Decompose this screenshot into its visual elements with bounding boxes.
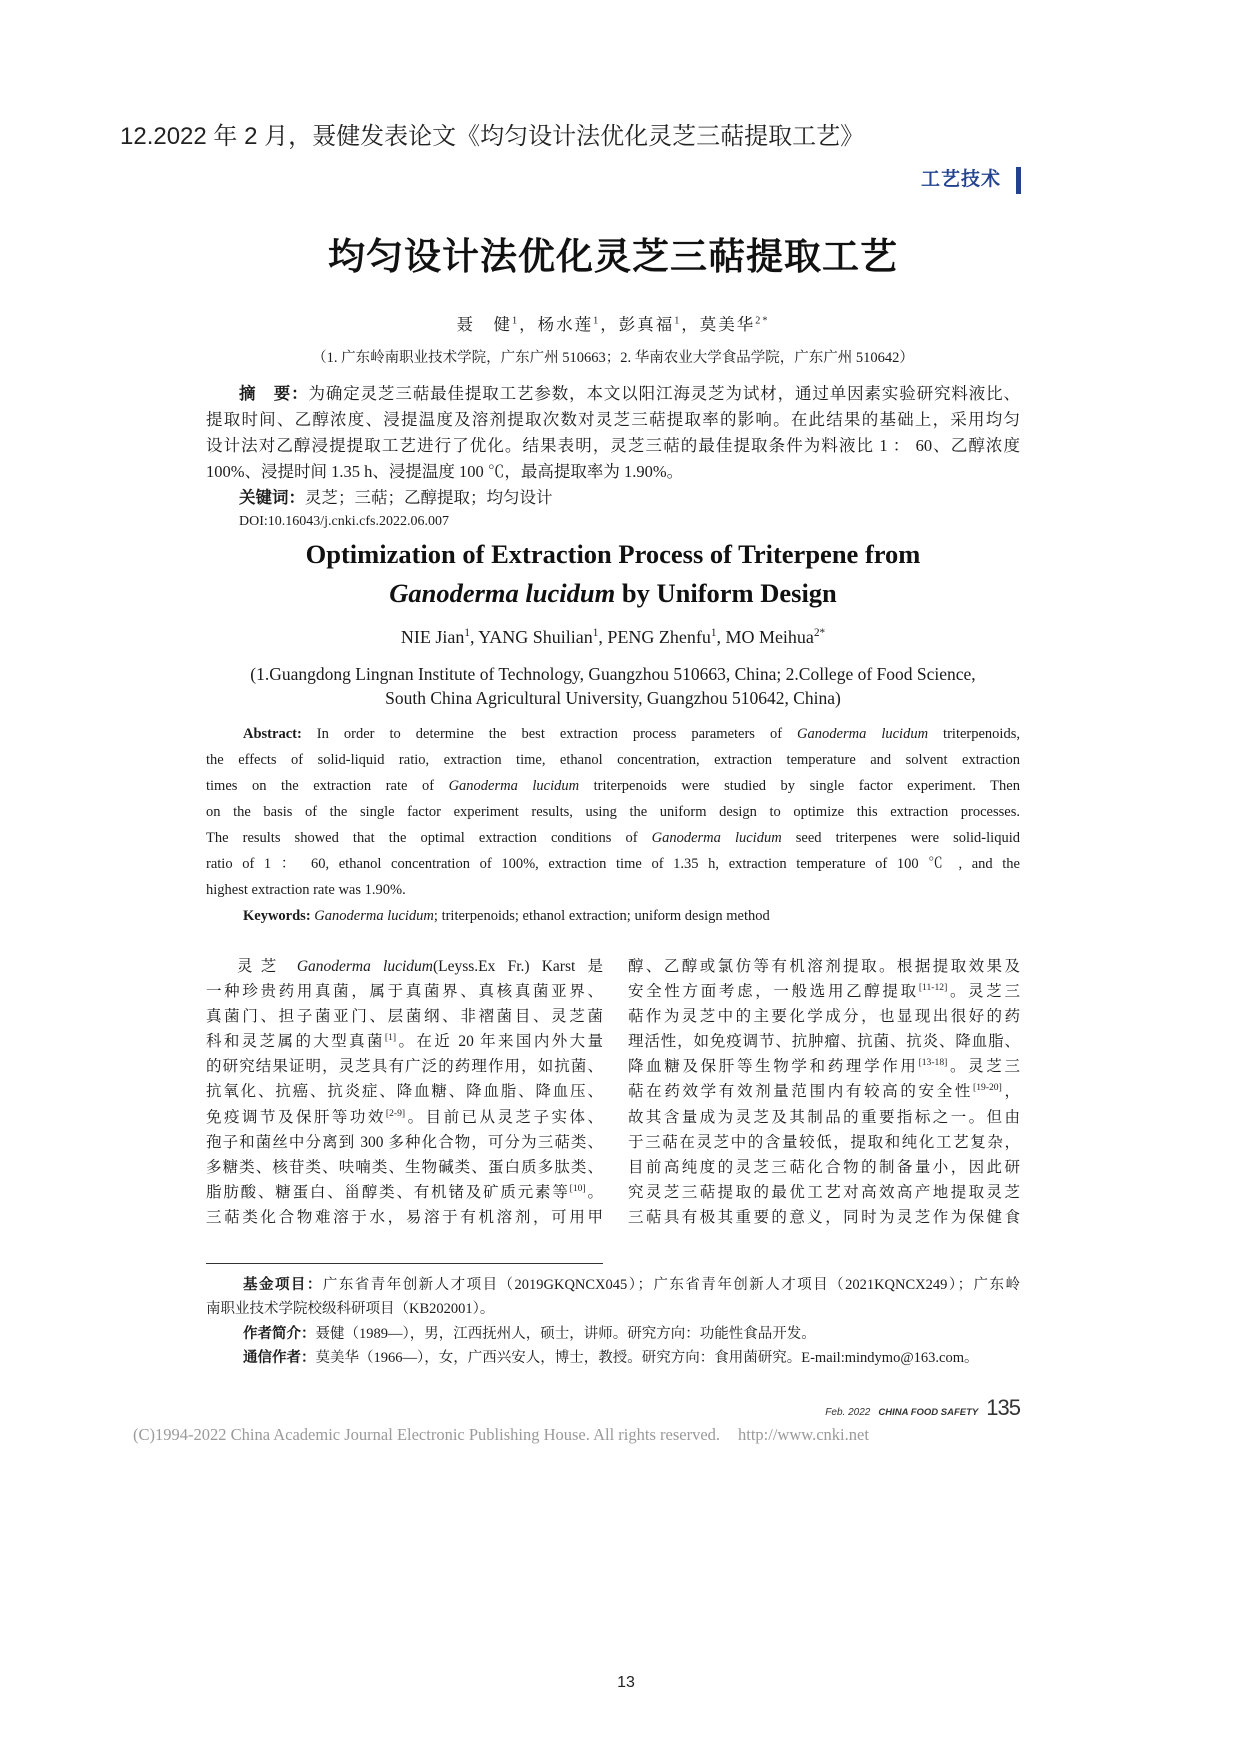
text-run: ，杨水莲 [519, 315, 594, 334]
text-run: 理活性，如免疫调节、抗肿瘤、抗菌、抗炎、降血脂、 [628, 1033, 1020, 1051]
citation: [10] [569, 1182, 586, 1194]
citation: [11-12] [918, 981, 948, 993]
field-label: 作者简介： [243, 1326, 316, 1342]
text-run: 莫美华（1966—），女，广西兴安人，博士，教授。研究方向：食用菌研究。E-mail:mindymo@163.com。 [315, 1350, 979, 1366]
text-run: ， [1001, 1083, 1020, 1101]
abstract-en [206, 721, 1020, 903]
abstract-line [206, 851, 1020, 877]
field-label: Keywords: [243, 908, 311, 924]
text-run: by Uniform Design [615, 578, 837, 608]
field-label: 关键词： [239, 488, 305, 507]
text-run: 。灵芝三 [947, 1058, 1020, 1076]
body-line [628, 1029, 1020, 1054]
text-run: 萜作为灵芝中的主要化学成分，也显现出很好的药 [628, 1008, 1020, 1026]
text-run: 设计法对乙醇浸提提取工艺进行了优化。结果表明，灵芝三萜的最佳提取条件为料液比 1 ： 60、乙醇浓度 [206, 436, 1020, 455]
text-run: NIE Jian [400, 627, 465, 647]
text-run: 灵芝；三萜；乙醇提取；均匀设计 [305, 488, 553, 507]
text-run: on the basis of the single factor experiment results, using the uniform design to optimize this extraction processes. [206, 804, 1020, 820]
title-line [206, 535, 1020, 574]
text-run: The results showed that the optimal extraction conditions of [206, 830, 652, 846]
keywords-line [243, 903, 770, 929]
copyright-text: (C)1994-2022 China Academic Journal Electronic Publishing House. All rights reserved. [133, 1425, 721, 1444]
text-run: , YANG Shuilian [469, 627, 593, 647]
scientific-name: Ganoderma lucidum [296, 958, 433, 975]
abstract-line [206, 433, 1020, 459]
field-label: 基金项目： [243, 1277, 323, 1293]
citation: [19-20] [973, 1082, 1002, 1094]
footnote-author-bio [243, 1322, 816, 1346]
keywords-line [239, 485, 553, 511]
affiliation-line [206, 662, 1020, 686]
text-run: 故其含量成为灵芝及其制品的重要指标之一。但由 [628, 1108, 1020, 1126]
body-line [206, 979, 603, 1004]
text-run: 究灵芝三萜提取的最优工艺对高效高产地提取灵芝 [628, 1183, 1020, 1201]
journal-issue-date: Feb. 2022 [825, 1407, 871, 1418]
footnote-line [243, 1322, 816, 1346]
text-run: 100%、浸提时间 1.35 h、浸提温度 100 ℃，最高提取率为 1.90%。 [206, 462, 684, 481]
abstract-cn [206, 381, 1020, 485]
body-column-right [628, 954, 1020, 1230]
abstract-line [206, 381, 1020, 407]
abstract-line [206, 747, 1020, 773]
text-run: 多糖类、核苷类、呋喃类、生物碱类、蛋白质多肽类、 [206, 1158, 603, 1176]
text-run: triterpenoids, [928, 726, 1020, 742]
text-run: 的研究结果证明，灵芝具有广泛的药理作用，如抗菌、 [206, 1058, 603, 1076]
text-run: 广东省青年创新人才项目（2019GKQNCX045）；广东省青年创新人才项目（2021KQNCX249）；广东岭 [322, 1277, 1020, 1293]
scientific-name: Ganoderma lucidum [651, 830, 782, 846]
body-line [206, 1029, 603, 1054]
footnote-line [206, 1273, 1020, 1297]
body-line [206, 1130, 603, 1155]
text-run: 南职业技术学院校级科研项目（KB202001）。 [206, 1301, 495, 1318]
journal-page-number: 135 [986, 1395, 1020, 1420]
text-run: ; triterpenoids; ethanol extraction; uniform design method [433, 908, 770, 924]
superscript: 2* [755, 315, 770, 327]
footnote-corresponding-author [243, 1346, 979, 1370]
body-line [206, 1180, 603, 1205]
abstract-line [206, 799, 1020, 825]
paper-title-en [206, 535, 1020, 613]
body-line [206, 1079, 603, 1104]
text-run: 为确定灵芝三萜最佳提取工艺参数，本文以阳江海灵芝为试材，通过单因素实验研究料液比、 [308, 384, 1020, 403]
text-run: 降血糖及保肝等生物学和药理学作用 [628, 1058, 919, 1076]
text-run: 。 [585, 1183, 603, 1201]
text-run: 免疫调节及保肝等功效 [206, 1108, 386, 1126]
text-run: 。目前已从灵芝子实体、 [405, 1108, 603, 1126]
text-run: ，莫美华 [681, 315, 756, 334]
citation: [1] [384, 1032, 397, 1044]
text-run: , MO Meihua [716, 627, 814, 647]
text-run: South China Agricultural University, Guangzhou 510642, China) [385, 688, 841, 708]
section-tag: 工艺技术 [920, 169, 1001, 190]
body-line [628, 1180, 1020, 1205]
citation: [13-18] [918, 1057, 948, 1069]
scientific-name: Ganoderma lucidum [389, 578, 616, 608]
footnote-divider [206, 1263, 603, 1264]
affiliation-en [206, 662, 1020, 710]
text-run: In order to determine the best extraction process parameters of [301, 726, 798, 742]
body-line [628, 1079, 1020, 1104]
superscript: 1 [511, 315, 520, 327]
text-run: 一种珍贵药用真菌，属于真菌界、真核真菌亚界、 [206, 983, 603, 1001]
text-run: 三萜类化合物难溶于水，易溶于有机溶剂，可用甲 [206, 1208, 603, 1226]
text-run: 。灵芝三 [947, 983, 1020, 1001]
field-label: 摘 要： [239, 384, 309, 403]
authors-en [206, 624, 1020, 650]
superscript: 1 [464, 627, 470, 639]
footnote-funding [206, 1273, 1020, 1322]
text-run: 抗氧化、抗癌、抗炎症、降血糖、降血脂、降血压、 [206, 1083, 603, 1101]
body-line [628, 1155, 1020, 1180]
text-run: 真菌门、担子菌亚门、层菌纲、非褶菌目、灵芝菌 [206, 1008, 603, 1026]
superscript: 1 [674, 315, 682, 327]
keywords-en [243, 903, 770, 929]
section-tag-bar [1016, 167, 1021, 194]
text-run: 孢子和菌丝中分离到 300 多种化合物，可分为三萜类、 [206, 1133, 603, 1151]
footnote-line [243, 1346, 979, 1370]
copyright-line [133, 1424, 869, 1446]
authors-cn [206, 313, 1020, 337]
copyright-url: http://www.cnki.net [738, 1425, 869, 1444]
body-column-left [206, 954, 603, 1230]
superscript: 1 [592, 627, 599, 639]
body-line [206, 1105, 603, 1130]
text-run: 安全性方面考虑，一般选用乙醇提取 [628, 983, 919, 1001]
abstract-line [206, 825, 1020, 851]
doi: DOI:10.16043/j.cnki.cfs.2022.06.007 [239, 514, 449, 529]
text-run: , PENG Zhenfu [598, 627, 711, 647]
scientific-name: Ganoderma lucidum [448, 778, 580, 794]
superscript: 2* [813, 627, 826, 639]
body-line [628, 1004, 1020, 1029]
citation: [2-9] [385, 1107, 406, 1119]
body-line [206, 1054, 603, 1079]
text-run: Optimization of Extraction Process of Triterpene from [305, 539, 921, 569]
text-run: seed triterpenes were solid-liquid [781, 830, 1020, 846]
field-label: 通信作者： [243, 1350, 316, 1366]
text-run: 目前高纯度的灵芝三萜化合物的制备量小，因此研 [628, 1158, 1020, 1176]
body-line [628, 1054, 1020, 1079]
text-run: 于三萜在灵芝中的含量较低，提取和纯化工艺复杂， [628, 1133, 1020, 1151]
superscript: 1 [710, 627, 717, 639]
abstract-line [206, 721, 1020, 747]
text-run: 聂健（1989—），男，江西抚州人，硕士，讲师。研究方向：功能性食品开发。 [315, 1326, 816, 1342]
text-run: (1.Guangdong Lingnan Institute of Technology, Guangzhou 510663, China; 2.College of Food Science, [250, 664, 976, 684]
text-run: 三萜具有极其重要的意义，同时为灵芝作为保健食 [628, 1208, 1020, 1226]
body-line [628, 1130, 1020, 1155]
text-run: times on the extraction rate of [206, 778, 449, 794]
paper-title-cn: 均匀设计法优化灵芝三萜提取工艺 [328, 235, 898, 278]
body-line [628, 954, 1020, 979]
scientific-name: Ganoderma lucidum [314, 908, 434, 924]
text-run: 脂肪酸、糖蛋白、甾醇类、有机锗及矿质元素等 [206, 1183, 570, 1201]
body-line [206, 954, 603, 979]
abstract-line [206, 877, 1020, 903]
abstract-line [206, 773, 1020, 799]
text-run: 聂 健 [456, 315, 512, 334]
body-line [628, 979, 1020, 1004]
authors-line [206, 624, 1020, 650]
text-run: 科和灵芝属的大型真菌 [206, 1033, 385, 1051]
body-line [628, 1105, 1020, 1130]
authors-line [206, 313, 1020, 337]
journal-name: CHINA FOOD SAFETY [878, 1407, 979, 1418]
text-run: 提取时间、乙醇浓度、浸提温度及溶剂提取次数对灵芝三萜提取率的影响。在此结果的基础上，采用均匀 [206, 410, 1020, 429]
text-run: 。在近 20 年来国内外大量 [396, 1033, 603, 1051]
text-run: the effects of solid-liquid ratio, extraction time, ethanol concentration, extraction temperature and solvent extraction [206, 752, 1020, 768]
keywords-cn [239, 485, 553, 511]
affiliation-cn: （1. 广东岭南职业技术学院，广东广州 510663；2. 华南农业大学食品学院，广东广州 510642） [312, 350, 914, 366]
text-run: 醇、乙醇或氯仿等有机溶剂提取。根据提取效果及 [628, 958, 1020, 975]
scientific-name: Ganoderma lucidum [797, 726, 929, 742]
text-run: ，彭真福 [600, 315, 675, 334]
text-run: highest extraction rate was 1.90%. [206, 882, 406, 898]
affiliation-line [206, 686, 1020, 710]
superscript: 1 [593, 315, 601, 327]
abstract-line [206, 407, 1020, 433]
journal-footer [825, 1394, 1020, 1422]
footnote-line [206, 1297, 1020, 1321]
text-run: ratio of 1 ： 60, ethanol concentration of 100%, extraction time of 1.35 h, extraction temperature of 100 ℃ , and the [206, 856, 1020, 872]
text-run: 萜在药效学有效剂量范围内有较高的安全性 [628, 1083, 974, 1101]
body-line [206, 1205, 603, 1230]
abstract-line [206, 459, 1020, 485]
text-run: 灵芝 [237, 958, 297, 975]
body-line [206, 1155, 603, 1180]
title-line [206, 574, 1020, 613]
header-note: 12.2022 年 2 月，聂健发表论文《均匀设计法优化灵芝三萜提取工艺》 [120, 123, 865, 150]
field-label: Abstract: [243, 726, 302, 742]
text-run: (Leyss.Ex Fr.) Karst 是 [432, 958, 603, 975]
body-line [206, 1004, 603, 1029]
page-number: 13 [617, 1674, 635, 1691]
text-run: triterpenoids were studied by single factor experiment. Then [579, 778, 1020, 794]
body-line [628, 1205, 1020, 1230]
